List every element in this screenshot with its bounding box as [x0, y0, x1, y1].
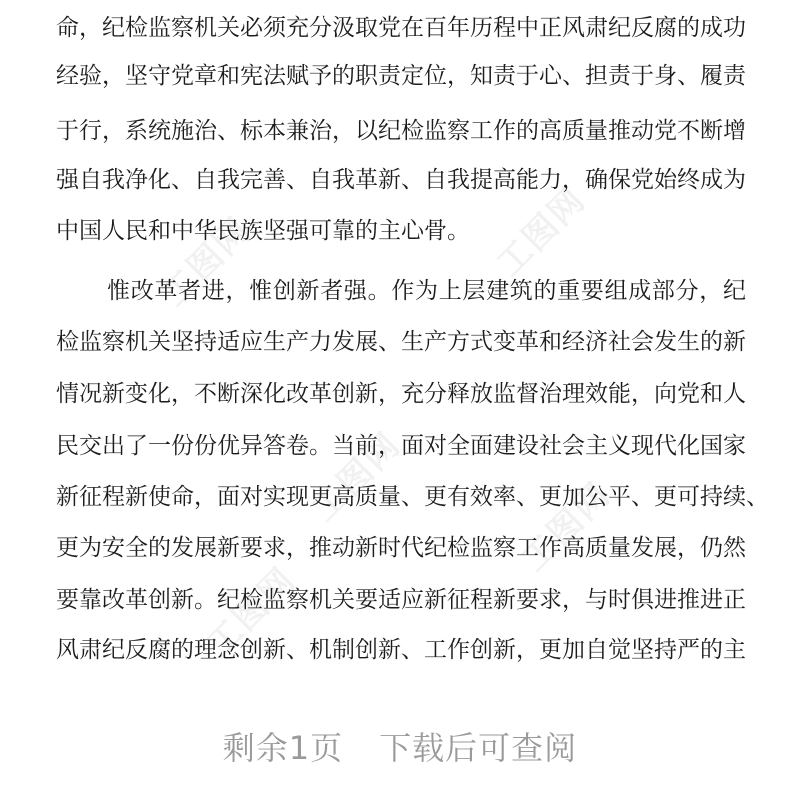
text-line: 经验，坚守党章和宪法赋予的职责定位，知责于心、担责于身、履责: [56, 63, 746, 89]
text-line: 强自我净化、自我完善、自我革新、自我提高能力，确保党始终成为: [56, 167, 746, 193]
remaining-pages-label: 剩余1页: [222, 729, 344, 767]
text-line-indented: 惟改革者进，惟创新者强。作为上层建筑的重要组成部分，纪: [107, 278, 746, 304]
text-line: 要靠改革创新。纪检监察机关要适应新征程新要求，与时俱进推进正: [56, 587, 746, 613]
text-line: 检监察机关坚持适应生产力发展、生产方式变革和经济社会发生的新: [56, 329, 746, 355]
text-line: 命，纪检监察机关必须充分汲取党在百年历程中正风肃纪反腐的成功: [56, 15, 746, 41]
text-line: 新征程新使命，面对实现更高质量、更有效率、更加公平、更可持续、: [56, 484, 769, 510]
text-line: 民交出了一份份优异答卷。当前，面对全面建设社会主义现代化国家: [56, 433, 746, 459]
watermark-mark: 工图网: [154, 209, 259, 315]
text-line: 情况新变化，不断深化改革创新，充分释放监督治理效能，向党和人: [56, 381, 746, 407]
text-line: 更为安全的发展新要求，推动新时代纪检监察工作高质量发展，仍然: [56, 535, 746, 561]
download-to-view-label[interactable]: 下载后可查阅: [379, 729, 578, 767]
watermark-mark: 工图网: [489, 179, 594, 285]
text-line: 中国人民和中华民族坚强可靠的主心骨。: [56, 218, 470, 244]
watermark-mark: 工图网: [514, 474, 619, 580]
watermark-mark: 工图网: [304, 424, 409, 530]
text-line: 于行，系统施治、标本兼治，以纪检监察工作的高质量推动党不断增: [56, 118, 746, 144]
watermark-mark: 工图网: [199, 559, 304, 665]
download-to-view-prompt[interactable]: [0, 718, 800, 778]
text-line: 风肃纪反腐的理念创新、机制创新、工作创新，更加自觉坚持严的主: [56, 637, 746, 663]
